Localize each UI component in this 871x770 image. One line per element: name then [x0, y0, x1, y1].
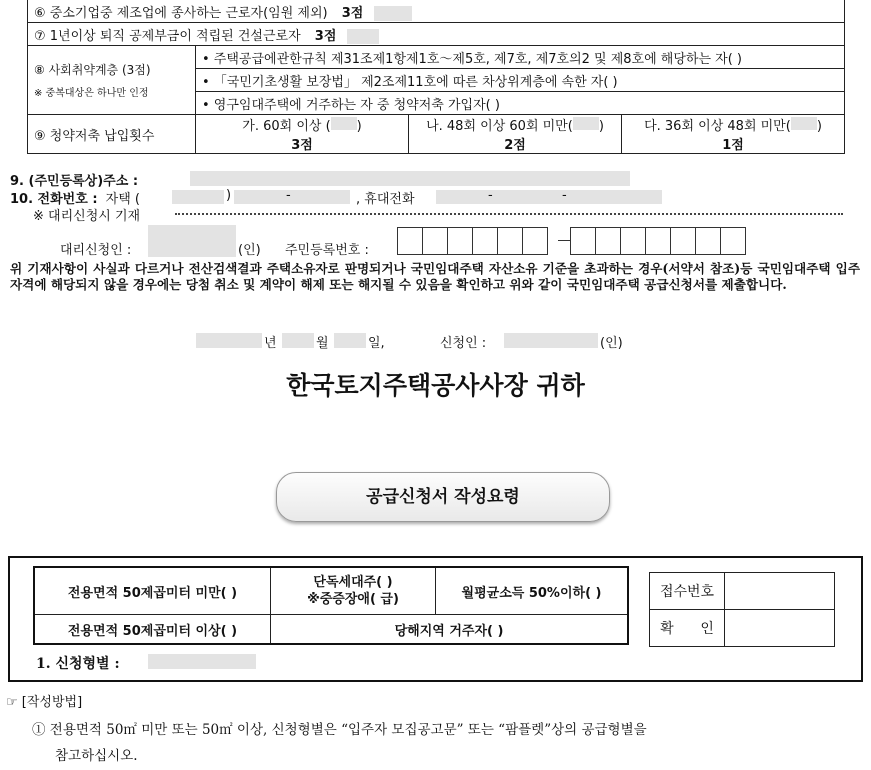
resident-no-dash: [558, 240, 570, 241]
row-6: [28, 0, 845, 23]
row-6-score: 3점: [341, 5, 364, 21]
receipt-number-label: 접수번호: [650, 573, 725, 610]
row-9-option-b[interactable]: 나. 48회 이상 60회 미만( ) 2점: [409, 115, 622, 154]
method-heading: ☞ [작성방법]: [6, 695, 83, 710]
dash-2: -: [488, 188, 493, 203]
home-phone-area-input[interactable]: [172, 190, 224, 204]
row-7: [28, 23, 845, 46]
resident-no-label: 주민등록번호 :: [285, 243, 369, 258]
resident-no-boxes-back[interactable]: [570, 227, 745, 259]
type-single-disabled[interactable]: 단독세대주( ) ※중증장애( 급): [271, 567, 436, 615]
receipt-number-cell: [725, 573, 835, 610]
receipt-table: [649, 572, 835, 647]
writing-guide-button[interactable]: 공급신청서 작성요령: [276, 472, 610, 522]
type-income[interactable]: 월평균소득 50%이하( ): [436, 567, 629, 615]
row-9-label: ⑨ 청약저축 납입횟수: [28, 115, 196, 154]
confirm-cell: [725, 610, 835, 647]
row-7-text: ⑦ 1년이상 퇴직 공제부금이 적립된 건설근로자: [34, 28, 301, 44]
row-6-check[interactable]: [374, 6, 412, 21]
home-phone-number-input[interactable]: [234, 190, 350, 204]
dash-1: -: [286, 188, 291, 203]
row-8-item-3: • 영구임대주택에 거주하는 자 중 청약저축 가입자( ): [196, 92, 845, 115]
day-input[interactable]: [334, 333, 366, 348]
row-8-item-2: • 「국민기초생활 보장법」 제2조제11호에 따른 차상위계층에 속한 자( ): [196, 69, 845, 92]
row-9-option-a[interactable]: 가. 60회 이상 ( ) 3점: [196, 115, 409, 154]
year-input[interactable]: [196, 333, 262, 348]
declaration-text: 위 기재사항이 사실과 다르거나 전산검색결과 주택소유자로 판명되거나 국민임대주택 자산소유 기준을 초과하는 경우(서약서 참조)등 국민임대주택 입주자격에 해당되지 않을 경우에는 당첨 취소 및 계약이 해제 또는 해지될 수 있음을 확인하고 위와 같이 국민임대주택 공급신청서를 제출합니다.: [10, 261, 860, 292]
address-label: 9. (주민등록상)주소 :: [10, 174, 139, 189]
dash-3: -: [562, 188, 567, 203]
row-7-check[interactable]: [347, 29, 379, 44]
method-item-1-cont: 참고하십시오.: [55, 748, 138, 764]
mobile-input[interactable]: [436, 190, 662, 204]
confirm-label: 확 인: [650, 610, 725, 647]
resident-no-boxes-front[interactable]: [397, 227, 547, 259]
month-label: 월: [316, 336, 329, 351]
type-local-resident[interactable]: 당해지역 거주자( ): [271, 615, 629, 645]
home-phone-label: 자택 (: [105, 192, 140, 207]
proxy-name-input[interactable]: [148, 225, 236, 257]
method-item-1: ① 전용면적 50㎡ 미만 또는 50㎡ 이상, 신청형별은 “입주자 모집공고문” 또는 “팜플렛”상의 공급형별을: [32, 722, 647, 738]
day-label: 일,: [368, 336, 385, 351]
type-over-50[interactable]: 전용면적 50제곱미터 이상( ): [34, 615, 271, 645]
proxy-note: ※ 대리신청시 기재: [33, 209, 141, 224]
row-8-note: ※ 중복대상은 하나만 인정: [34, 88, 149, 99]
proxy-divider: [175, 213, 843, 215]
eligibility-table: [27, 0, 845, 154]
type-table: [33, 566, 629, 645]
type-under-50[interactable]: 전용면적 50제곱미터 미만( ): [34, 567, 271, 615]
address-row: [10, 170, 138, 189]
apply-type-input[interactable]: [148, 654, 256, 669]
row-8-item-1: • 주택공급에관한규칙 제31조제1항제1호～제5호, 제7호, 제7호의2 및 제8호에 해당하는 자( ): [196, 46, 845, 69]
phone-label: 10. 전화번호 :: [10, 192, 98, 207]
applicant-label: 신청인 :: [440, 336, 487, 351]
row-8-label-cell: [28, 46, 196, 115]
address-input[interactable]: [190, 171, 630, 186]
year-label: 년: [264, 336, 277, 351]
row-6-text: ⑥ 중소기업중 제조업에 종사하는 근로자(임원 제외): [34, 5, 328, 21]
row-9-option-c[interactable]: 다. 36회 이상 48회 미만( ) 1점: [622, 115, 845, 154]
applicant-input[interactable]: [504, 333, 598, 348]
applicant-seal: (인): [600, 336, 623, 351]
month-input[interactable]: [282, 333, 314, 348]
proxy-label: 대리신청인 :: [60, 243, 132, 258]
mobile-label: , 휴대전화: [356, 192, 415, 207]
proxy-seal: (인): [238, 243, 261, 258]
addressee-title: 한국토지주택공사사장 귀하: [286, 371, 585, 400]
apply-type-label: 1. 신청형별 :: [36, 656, 120, 672]
row-8-label: ⑧ 사회취약계층 (3점): [34, 63, 151, 77]
row-7-score: 3점: [314, 28, 337, 44]
